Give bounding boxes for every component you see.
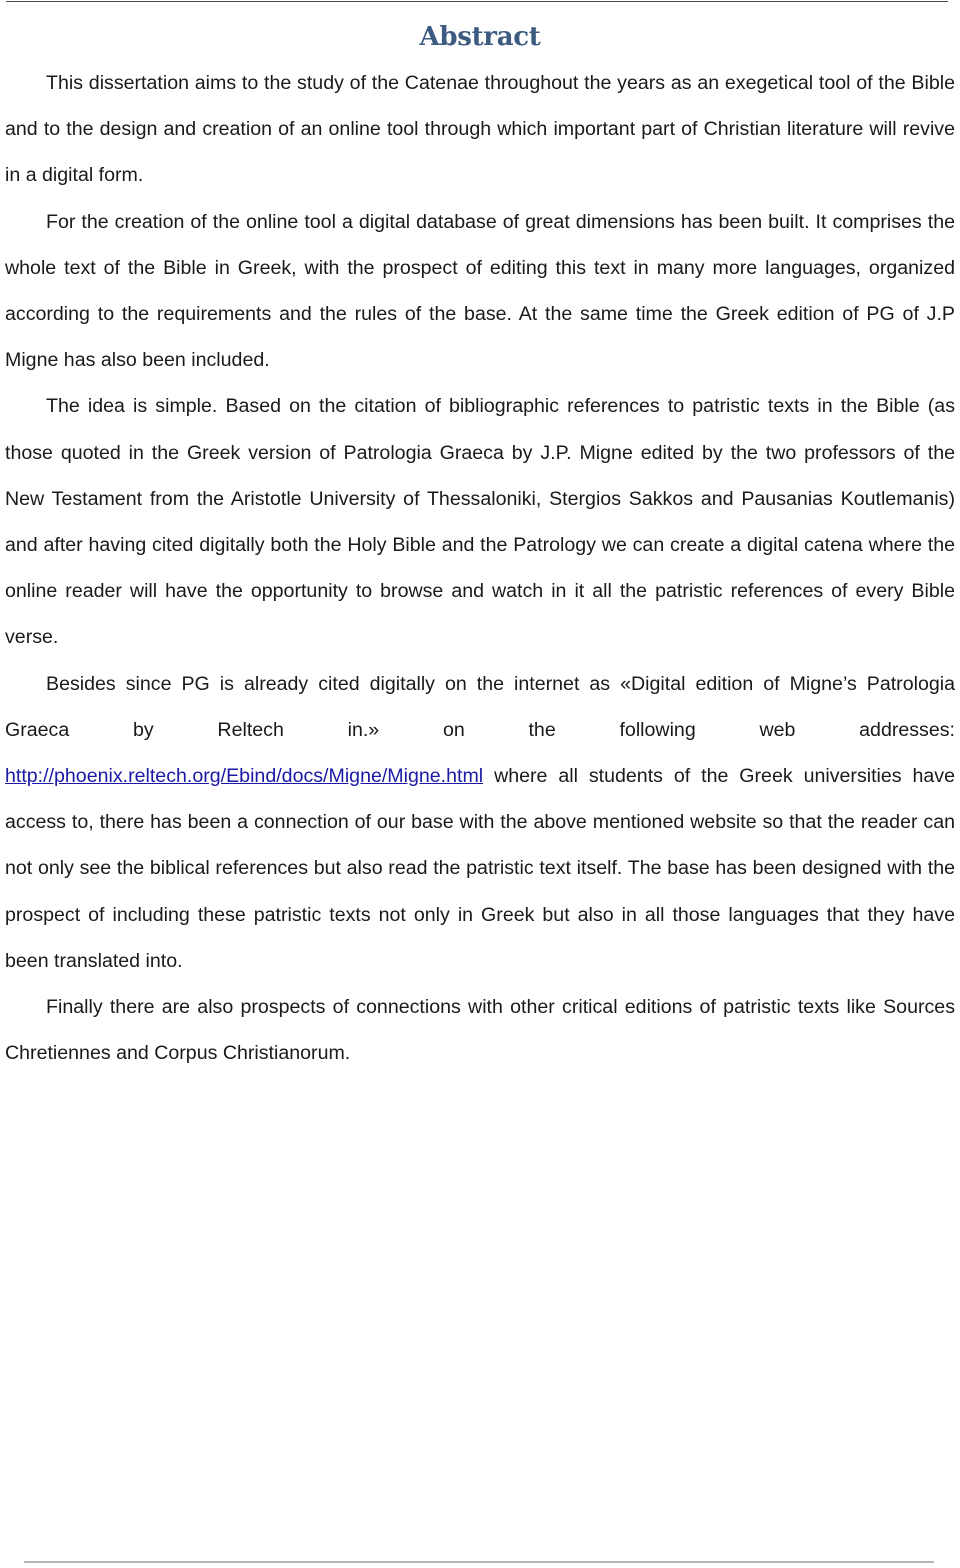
- paragraph-4-lead: Besides since PG is already cited digitally on the internet as «Digital edition of Migne’s Patrologia Graeca by Reltech in.» on the following web addresses:: [5, 672, 955, 741]
- paragraph-4: [5, 661, 955, 984]
- paragraph-4-tail: where all students of the Greek universities have access to, there has been a connection of our base with the above mentioned website so that the reader can not only see the biblical references but also read the patristic text itself. The base has been designed with the prospect of including these patristic texts not only in Greek but also in all those languages that they have been translated into.: [5, 765, 955, 972]
- paragraph-2: For the creation of the online tool a digital database of great dimensions has been built. It comprises the whole text of the Bible in Greek, with the prospect of editing this text in many more languages, organized according to the requirements and the rules of the base. At the same time the Greek edition of PG of J.P Migne has also been included.: [5, 210, 955, 372]
- paragraph-5: Finally there are also prospects of connections with other critical editions of patristic texts like Sources Chretiennes and Corpus Christianorum.: [5, 996, 955, 1065]
- paragraph-1: This dissertation aims to the study of the Catenae throughout the years as an exegetical tool of the Bible and to the design and creation of an online tool through which important part of Christian literature will revive in a digital form.: [5, 72, 955, 187]
- document-body: [5, 14, 955, 1076]
- footer-rule: [24, 1561, 934, 1563]
- migne-link[interactable]: http://phoenix.reltech.org/Ebind/docs/Migne/Migne.html: [5, 765, 484, 788]
- page-title: Abstract: [419, 22, 541, 52]
- paragraph-3: The idea is simple. Based on the citation of bibliographic references to patristic texts in the Bible (as those quoted in the Greek version of Patrologia Graeca by J.P. Migne edited by the two professors of the New Testament from the Aristotle University of Thessaloniki, Stergios Sakkos and Pausanias Koutlemanis) and after having cited digitally both the Holy Bible and the Patrology we can create a digital catena where the online reader will have the opportunity to browse and watch in it all the patristic references of every Bible verse.: [5, 395, 955, 649]
- header-rule: [6, 1, 948, 2]
